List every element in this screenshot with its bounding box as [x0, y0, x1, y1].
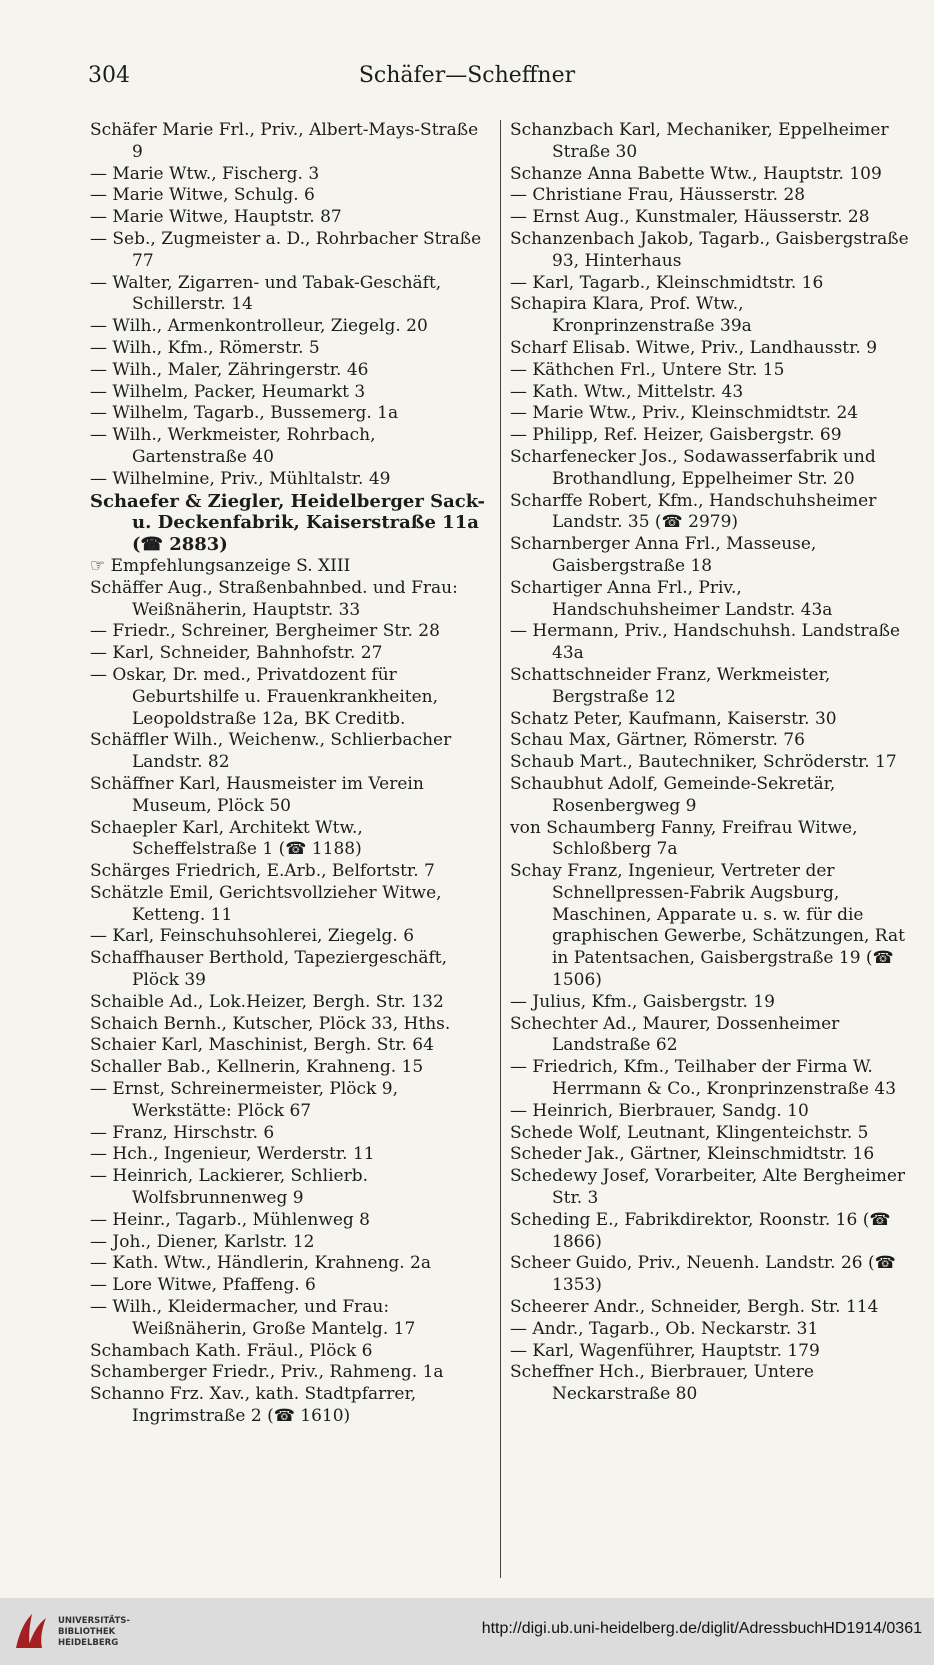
directory-entry: — Christiane Frau, Häusserstr. 28 [510, 185, 806, 206]
directory-entry: Schäffler Wilh., Weichenw., Schlierbacher Landstr. 82 [90, 730, 452, 773]
directory-entry: Schäffner Karl, Hausmeister im Verein Museum, Plöck 50 [90, 773, 424, 816]
directory-entry: — Marie Wtw., Priv., Kleinschmidtstr. 24 [510, 403, 859, 424]
page-number: 304 [88, 63, 130, 88]
directory-entry: — Käthchen Frl., Untere Str. 15 [510, 359, 785, 380]
directory-entry: — Kath. Wtw., Händlerin, Krahneng. 2a [90, 1253, 431, 1274]
library-name-line-1: UNIVERSITÄTS- [58, 1616, 130, 1626]
directory-entry: Schanze Anna Babette Wtw., Hauptstr. 109 [510, 163, 882, 184]
directory-entry: Scheffner Hch., Bierbrauer, Untere Neckarstraße 80 [510, 1362, 814, 1405]
directory-entry: Schärges Friedrich, E.Arb., Belfortstr. 7 [90, 861, 435, 882]
directory-entry: Schamberger Friedr., Priv., Rahmeng. 1a [90, 1362, 444, 1383]
directory-entry: — Wilh., Maler, Zähringerstr. 46 [90, 359, 369, 380]
directory-entry: — Kath. Wtw., Mittelstr. 43 [510, 381, 744, 402]
directory-entry: Schaepler Karl, Architekt Wtw., Scheffelstraße 1 (☎ 1188) [90, 817, 363, 860]
directory-entry: Schapira Klara, Prof. Wtw., Kronprinzenstraße 39a [510, 294, 752, 337]
directory-entry: — Wilhelm, Packer, Heumarkt 3 [90, 381, 366, 402]
directory-entry: — Karl, Feinschuhsohlerei, Ziegelg. 6 [90, 926, 415, 947]
directory-entry: — Marie Witwe, Hauptstr. 87 [90, 207, 342, 228]
directory-entry: — Wilhelmine, Priv., Mühltalstr. 49 [90, 468, 391, 489]
directory-entry: — Wilh., Armenkontrolleur, Ziegelg. 20 [90, 316, 428, 337]
directory-entry: — Heinrich, Bierbrauer, Sandg. 10 [510, 1100, 809, 1121]
directory-entry: — Franz, Hirschstr. 6 [90, 1122, 275, 1143]
directory-entry: Schaub Mart., Bautechniker, Schröderstr. 17 [510, 752, 897, 773]
directory-entry: — Philipp, Ref. Heizer, Gaisbergstr. 69 [510, 425, 842, 446]
directory-entry: von Schaumberg Fanny, Freifrau Witwe, Schloßberg 7a [510, 817, 858, 860]
directory-entry: Schanzbach Karl, Mechaniker, Eppelheimer Straße 30 [510, 120, 889, 162]
directory-entry: — Walter, Zigarren- und Tabak-Geschäft, Schillerstr. 14 [90, 272, 442, 315]
directory-entry: — Wilh., Kfm., Römerstr. 5 [90, 337, 320, 358]
directory-entry: Scharffe Robert, Kfm., Handschuhsheimer Landstr. 35 (☎ 2979) [510, 490, 877, 533]
source-url-link[interactable]: http://digi.ub.uni-heidelberg.de/diglit/AdressbuchHD1914/0361 [481, 1620, 922, 1637]
column-divider [500, 120, 501, 1578]
directory-entry: Scharnberger Anna Frl., Masseuse, Gaisbergstraße 18 [510, 534, 817, 576]
directory-entry: — Friedrich, Kfm., Teilhaber der Firma W. Herrmann & Co., Kronprinzenstraße 43 [510, 1057, 897, 1100]
directory-entry: — Karl, Schneider, Bahnhofstr. 27 [90, 643, 383, 664]
directory-entry: Schaefer & Ziegler, Heidelberger Sack- u. Deckenfabrik, Kaiserstraße 11a (☎ 2883) [90, 490, 485, 556]
directory-entry: Schaier Karl, Maschinist, Bergh. Str. 64 [90, 1035, 434, 1056]
directory-entry: — Wilh., Kleidermacher, und Frau: Weißnäherin, Große Mantelg. 17 [90, 1297, 416, 1339]
directory-entry: — Oskar, Dr. med., Privatdozent für Geburtshilfe u. Frauenkrankheiten, Leopoldstraße 12a, BK Creditb. [90, 664, 439, 729]
directory-entry: — Andr., Tagarb., Ob. Neckarstr. 31 [510, 1318, 819, 1339]
university-library-logo-icon [12, 1610, 50, 1652]
directory-entry: Schedewy Josef, Vorarbeiter, Alte Bergheimer Str. 3 [510, 1166, 906, 1209]
directory-entry: Schaffhauser Berthold, Tapeziergeschäft, Plöck 39 [90, 948, 447, 991]
directory-entry: Scheder Jak., Gärtner, Kleinschmidtstr. 16 [510, 1144, 875, 1165]
directory-entry: — Karl, Wagenführer, Hauptstr. 179 [510, 1340, 820, 1361]
directory-entry: Scharfenecker Jos., Sodawasserfabrik und Brothandlung, Eppelheimer Str. 20 [510, 446, 876, 489]
directory-entry: Schambach Kath. Fräul., Plöck 6 [90, 1340, 373, 1361]
directory-entry: — Marie Witwe, Schulg. 6 [90, 185, 315, 206]
directory-entry: — Wilh., Werkmeister, Rohrbach, Gartenstraße 40 [90, 425, 376, 467]
directory-entry: Schätzle Emil, Gerichtsvollzieher Witwe, Ketteng. 11 [90, 882, 442, 925]
library-name-line-2: BIBLIOTHEK [58, 1627, 116, 1637]
footer-bar [0, 1598, 934, 1665]
directory-entry: Schaible Ad., Lok.Heizer, Bergh. Str. 132 [90, 991, 444, 1012]
directory-entry: — Hch., Ingenieur, Werderstr. 11 [90, 1144, 375, 1165]
directory-entry: — Hermann, Priv., Handschuhsh. Landstraße 43a [510, 621, 901, 664]
directory-entry: Schattschneider Franz, Werkmeister, Bergstraße 12 [510, 664, 831, 707]
directory-entry: Scheer Guido, Priv., Neuenh. Landstr. 26 (☎ 1353) [510, 1253, 896, 1296]
directory-entry: — Karl, Tagarb., Kleinschmidtstr. 16 [510, 272, 824, 293]
directory-entry: Scheding E., Fabrikdirektor, Roonstr. 16 (☎ 1866) [510, 1209, 891, 1252]
directory-entry: — Marie Wtw., Fischerg. 3 [90, 163, 320, 184]
directory-entry: — Heinrich, Lackierer, Schlierb. Wolfsbrunnenweg 9 [90, 1166, 368, 1209]
left-column [90, 120, 490, 1428]
directory-entry: — Seb., Zugmeister a. D., Rohrbacher Straße 77 [90, 228, 482, 271]
directory-entry: Schechter Ad., Maurer, Dossenheimer Landstraße 62 [510, 1013, 840, 1056]
directory-entry: — Joh., Diener, Karlstr. 12 [90, 1231, 315, 1252]
directory-entry: — Heinr., Tagarb., Mühlenweg 8 [90, 1209, 371, 1230]
directory-entry: Schartiger Anna Frl., Priv., Handschuhsheimer Landstr. 43a [510, 577, 833, 620]
directory-entry: — Lore Witwe, Pfaffeng. 6 [90, 1275, 316, 1296]
directory-entry: — Wilhelm, Tagarb., Bussemerg. 1a [90, 403, 399, 424]
directory-entry: — Friedr., Schreiner, Bergheimer Str. 28 [90, 621, 440, 642]
directory-entry: Scharf Elisab. Witwe, Priv., Landhausstr. 9 [510, 337, 878, 358]
directory-entry: — Ernst Aug., Kunstmaler, Häusserstr. 28 [510, 207, 870, 228]
directory-entry: Schede Wolf, Leutnant, Klingenteichstr. 5 [510, 1122, 869, 1143]
directory-entry: Schau Max, Gärtner, Römerstr. 76 [510, 730, 805, 751]
directory-entry: Schaubhut Adolf, Gemeinde-Sekretär, Rosenbergweg 9 [510, 773, 836, 816]
directory-entry: Schaich Bernh., Kutscher, Plöck 33, Hths. [90, 1013, 451, 1034]
directory-entry: Schanzenbach Jakob, Tagarb., Gaisbergstraße 93, Hinterhaus [510, 228, 909, 271]
directory-entry: Schay Franz, Ingenieur, Vertreter der Schnellpressen-Fabrik Augsburg, Maschinen, Apparate u. s. w. für die graphischen Gewerbe, Schätzungen, Rat in Patentsachen, Gaisbergstraße 19 (☎ 1506) [510, 861, 905, 991]
directory-entry: Schäffer Aug., Straßenbahnbed. und Frau: Weißnäherin, Hauptstr. 33 [90, 577, 458, 620]
right-column [510, 120, 910, 1406]
directory-entry: Schatz Peter, Kaufmann, Kaiserstr. 30 [510, 708, 837, 729]
directory-entry: Schanno Frz. Xav., kath. Stadtpfarrer, Ingrimstraße 2 (☎ 1610) [90, 1384, 417, 1427]
directory-entry: Schäfer Marie Frl., Priv., Albert-Mays-Straße 9 [90, 120, 479, 162]
directory-entry: Scheerer Andr., Schneider, Bergh. Str. 114 [510, 1297, 879, 1318]
library-name [58, 1616, 130, 1649]
directory-entry: Schaller Bab., Kellnerin, Krahneng. 15 [90, 1057, 424, 1078]
library-name-line-3: HEIDELBERG [58, 1638, 119, 1648]
directory-entry: — Julius, Kfm., Gaisbergstr. 19 [510, 991, 775, 1012]
directory-entry: — Ernst, Schreinermeister, Plöck 9, Werkstätte: Plöck 67 [90, 1079, 398, 1121]
directory-entry: ☞ Empfehlungsanzeige S. XIII [90, 555, 351, 576]
running-head: Schäfer—Scheffner [358, 63, 576, 88]
